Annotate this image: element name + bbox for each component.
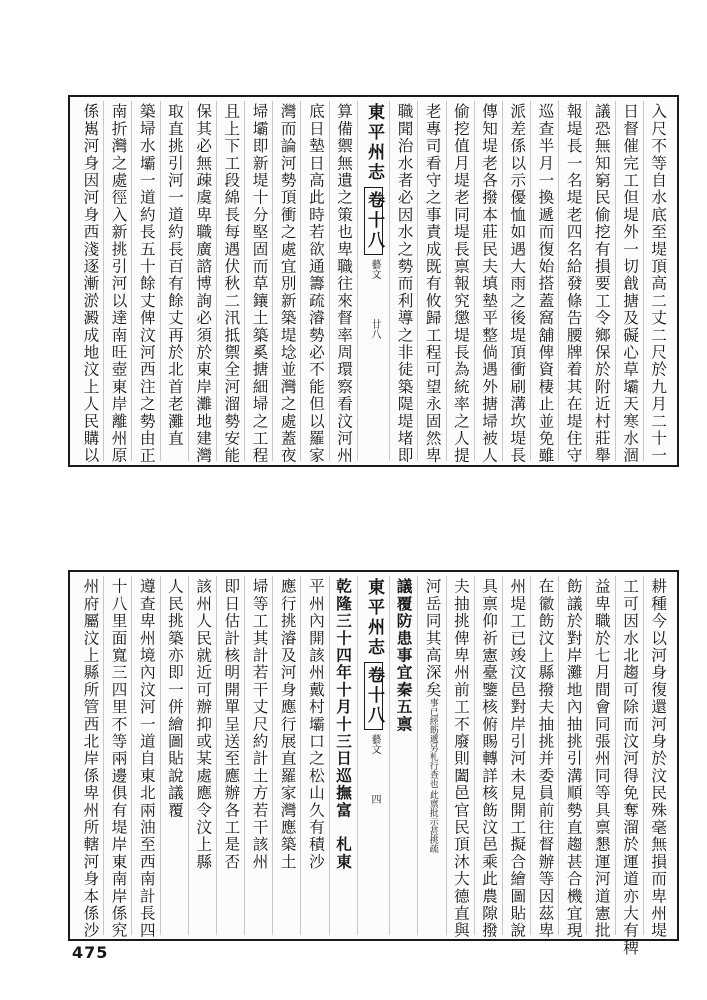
text-line: 報堤長一名堤老四名給發條告腰牌着其在堤住守 <box>564 103 583 465</box>
text-line: 飭議於對岸灘地內抽挑引溝順勢直趨甚合機宜現 <box>564 578 583 940</box>
text-column <box>272 101 300 465</box>
text-column <box>160 576 188 935</box>
date-line: 乾隆三十四年十月十三日巡撫富 札東 <box>334 578 354 871</box>
bottom-banner-column <box>357 576 389 935</box>
text-line: 十八里面寬三四里不等兩邊俱有堤岸東南岸係究 <box>109 578 128 940</box>
text-line: 州府屬汶上縣所管西北岸係卑州所轄河身本係沙 <box>81 578 100 940</box>
text-column <box>446 576 474 940</box>
text-column <box>558 576 586 940</box>
text-line: 平州內開該州戴村壩口之松山久有積沙 <box>306 578 325 871</box>
text-line: 算備禦無遺之策也卑職往來督率周環察看汶河州 <box>335 103 354 465</box>
text-column <box>530 576 558 940</box>
text-column <box>615 576 643 957</box>
text-column <box>615 101 643 465</box>
text-column <box>389 101 417 465</box>
text-column <box>131 576 159 940</box>
text-line: 職聞治水者必因水之勢而利導之非徒築隄堤堵即 <box>395 103 414 465</box>
text-column <box>76 101 103 465</box>
text-column <box>103 101 131 465</box>
text-line: 老專司看守之事責成既有攸歸工程可望永固然卑 <box>423 103 442 465</box>
text-line: 灣而論河勢頂衝之處宜別新築堤埝並灣之處蓋夜 <box>278 103 297 465</box>
text-line: 保其必無疎虞卑職廣諮博詢必須於東岸灘地建灣 <box>194 103 213 465</box>
text-line: 在徽飭汶上縣撥夫抽挑并委員前往督辦等因茲卑 <box>536 578 555 940</box>
text-column <box>300 101 328 465</box>
text-column <box>131 101 159 465</box>
gazetteer-title: 東平州志 <box>363 103 384 183</box>
text-line: 埽等工其計若干丈尺約計土方若干該州 <box>250 578 269 871</box>
memorial-title: 議覆防患事宜秦五禀 <box>394 578 414 733</box>
text-line: 入尺不等自水底至堤頂高二丈二尺於九月二十一 <box>649 103 668 465</box>
text-column <box>300 576 328 935</box>
text-line: 傳知堤老各撥本莊民夫填墊平整倘遇外搪埽被人 <box>480 103 499 465</box>
text-line: 日督催完工但堤外一切戧搪及礙心草壩天寒水涸 <box>621 103 640 465</box>
page-number: 475 <box>72 943 109 962</box>
bottom-banner <box>364 576 383 935</box>
text-line: 耕種今以河身復還河身於汶民殊毫無損而卑州堤 <box>649 578 668 940</box>
text-line: 且上下工段綿長每遇伏秋二汛抵禦全河溜勢安能 <box>222 103 241 465</box>
text-line: 人民挑築亦即一併繪圖貼說議覆 <box>165 578 184 819</box>
top-banner-column <box>357 101 389 461</box>
text-line: 該州人民就近可辦抑或某處應令汶上縣 <box>194 578 213 871</box>
text-column <box>329 576 357 935</box>
text-line: 議恐無知窮民偷挖有損要工令鄉保於附近村莊舉 <box>592 103 611 465</box>
top-text-panel <box>68 95 679 467</box>
text-line: 工可因水北趨可除而汶河得免奪溜於運道亦大有稗 <box>621 578 640 957</box>
text-column <box>244 576 272 935</box>
text-column <box>216 101 244 465</box>
volume-label: 卷十八 <box>364 662 383 730</box>
text-line: 係嶲河身因河身西淺逐漸淤澱成地汶上人民購以 <box>81 103 100 465</box>
text-column <box>103 576 131 940</box>
interlinear-note <box>428 698 437 853</box>
leaf-number: 四 <box>368 794 380 804</box>
text-line: 築埽水壩一道約長五十餘丈俾汶河西注之勢由正 <box>137 103 156 465</box>
text-line: 州堤工已竣汶邑對岸引河未見開工擬合繪圖貼說 <box>508 578 527 940</box>
text-column <box>586 101 614 465</box>
text-column <box>502 576 530 940</box>
text-column <box>76 576 103 940</box>
date-tail: 札東 <box>334 818 354 871</box>
text-column <box>643 101 671 465</box>
text-column <box>474 101 502 465</box>
text-column <box>446 101 474 465</box>
text-column <box>502 101 530 465</box>
text-line: 夫抽挑俾卑州前工不廢則闔邑官民頂沐大德直與 <box>451 578 470 940</box>
note-line: 此禀批示甚挑疏 <box>427 790 438 854</box>
text-line: 派差係以示優恤如遇大雨之後堤頂衝刷溝坎堤長 <box>508 103 527 465</box>
text-line: 取直挑引河一道約長百有餘丈再於北首老灘直 <box>165 103 184 447</box>
volume-label: 卷十八 <box>364 187 383 255</box>
text-line: 遵查卑州境內汶河一道自東北兩油至西南計長四 <box>137 578 156 940</box>
text-column <box>160 101 188 461</box>
text-column <box>329 101 357 465</box>
note-line: 事已經飭遞另札行查也 <box>427 698 438 789</box>
text-line: 即日估計核明開單呈送至應辦各工是否 <box>222 578 241 871</box>
text-column <box>643 576 671 940</box>
text-line: 埽壩即新堤十分堅固而草鑲土築奚搪細埽之工程 <box>250 103 269 465</box>
text-column <box>417 576 445 935</box>
text-column <box>188 576 216 935</box>
text-line: 具禀仰祈憲臺鑒核俯賜轉詳核飭汶邑乘此農隙撥 <box>480 578 499 940</box>
top-banner <box>364 101 383 461</box>
text-line: 應行挑濬及河身應行展直羅家灣應築土 <box>278 578 297 871</box>
text-column <box>586 576 614 940</box>
top-text-columns <box>76 101 671 465</box>
gazetteer-title: 東平州志 <box>363 578 384 658</box>
text-line: 益卑職於七月間會同張州同等具禀懇運河道憲批 <box>592 578 611 940</box>
text-column <box>389 576 417 935</box>
text-line: 底日墊日高此時若欲通籌疏濬勢必不能但以羅家 <box>306 103 325 465</box>
text-column <box>216 576 244 935</box>
section-label: 藝文 <box>368 734 380 754</box>
text-column <box>530 101 558 465</box>
text-column <box>272 576 300 935</box>
text-column <box>244 101 272 465</box>
text-line: 河岳同其高深矣 此禀批示甚挑疏 事已經飭遞另札行查也 <box>423 578 442 854</box>
text-column <box>417 101 445 465</box>
leaf-number: 廿八 <box>368 319 380 339</box>
text-line: 偷挖值月堤老同堤長禀報究懲堤長為統率之人提 <box>451 103 470 465</box>
text-column <box>474 576 502 940</box>
section-label: 藝文 <box>368 259 380 279</box>
text-column <box>188 101 216 465</box>
text-line: 南折灣之處徑入新挑引河以達南旺壺東岸離州原 <box>109 103 128 465</box>
text-line: 巡查半月一換遞而復始搭蓋窩舖俾資棲止並免雖 <box>536 103 555 465</box>
text-column <box>558 101 586 465</box>
